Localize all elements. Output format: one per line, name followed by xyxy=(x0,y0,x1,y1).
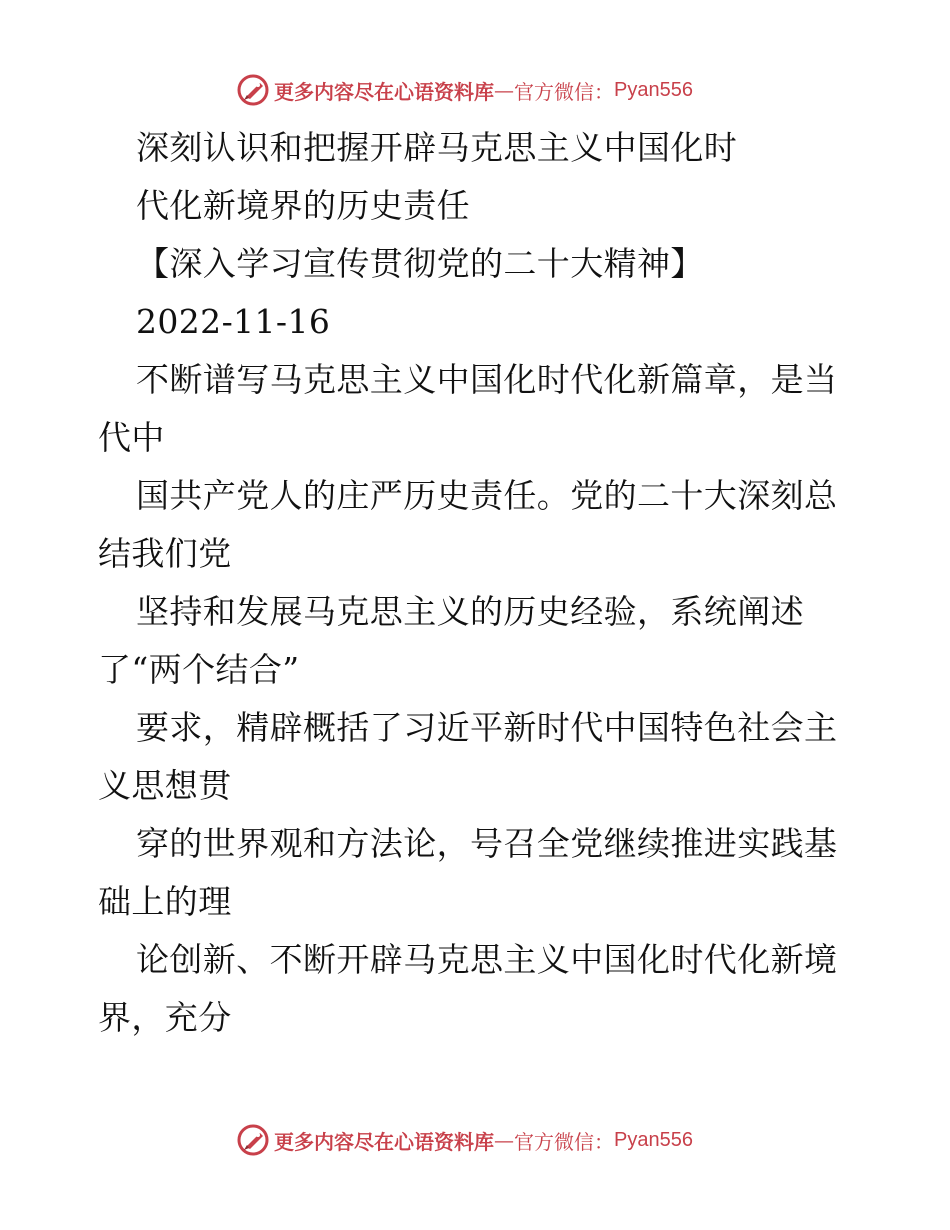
banner-dash: — xyxy=(494,1128,514,1152)
body-line: 义思想贯 xyxy=(98,766,232,805)
quill-logo-icon xyxy=(236,73,270,107)
body-line: 穿的世界观和方法论，号召全党继续推进实践基 xyxy=(136,824,838,863)
body-line: 础上的理 xyxy=(98,882,232,921)
body-line: 国共产党人的庄严历史责任。党的二十大深刻总 xyxy=(136,476,838,515)
body-line: 不断谱写马克思主义中国化时代化新篇章，是当 xyxy=(136,360,838,399)
article-title-line-2: 代化新境界的历史责任 xyxy=(136,186,470,225)
header-banner xyxy=(236,72,693,108)
body-line: 了“两个结合” xyxy=(98,650,300,689)
body-line: 论创新、不断开辟马克思主义中国化时代化新境 xyxy=(136,940,838,979)
body-line: 坚持和发展马克思主义的历史经验，系统阐述 xyxy=(136,592,804,631)
article-date: 2022-11-16 xyxy=(136,302,331,341)
article-title-line-1: 深刻认识和把握开辟马克思主义中国化时 xyxy=(136,128,738,167)
banner-wechat-label: 官方微信： xyxy=(514,1129,614,1154)
body-line: 结我们党 xyxy=(98,534,232,573)
body-line: 界，充分 xyxy=(98,998,232,1037)
banner-wechat-label: 官方微信： xyxy=(514,79,614,104)
banner-slogan: 更多内容尽在心语资料库 xyxy=(274,1129,494,1154)
body-line: 要求，精辟概括了习近平新时代中国特色社会主 xyxy=(136,708,838,747)
banner-slogan: 更多内容尽在心语资料库 xyxy=(274,79,494,104)
body-line: 代中 xyxy=(98,418,165,457)
article-column: 【深入学习宣传贯彻党的二十大精神】 xyxy=(136,244,704,283)
footer-banner xyxy=(236,1122,693,1158)
quill-logo-icon xyxy=(236,1123,270,1157)
banner-account: Pyan556 xyxy=(614,78,693,101)
banner-dash: — xyxy=(494,78,514,102)
banner-account: Pyan556 xyxy=(614,1128,693,1151)
